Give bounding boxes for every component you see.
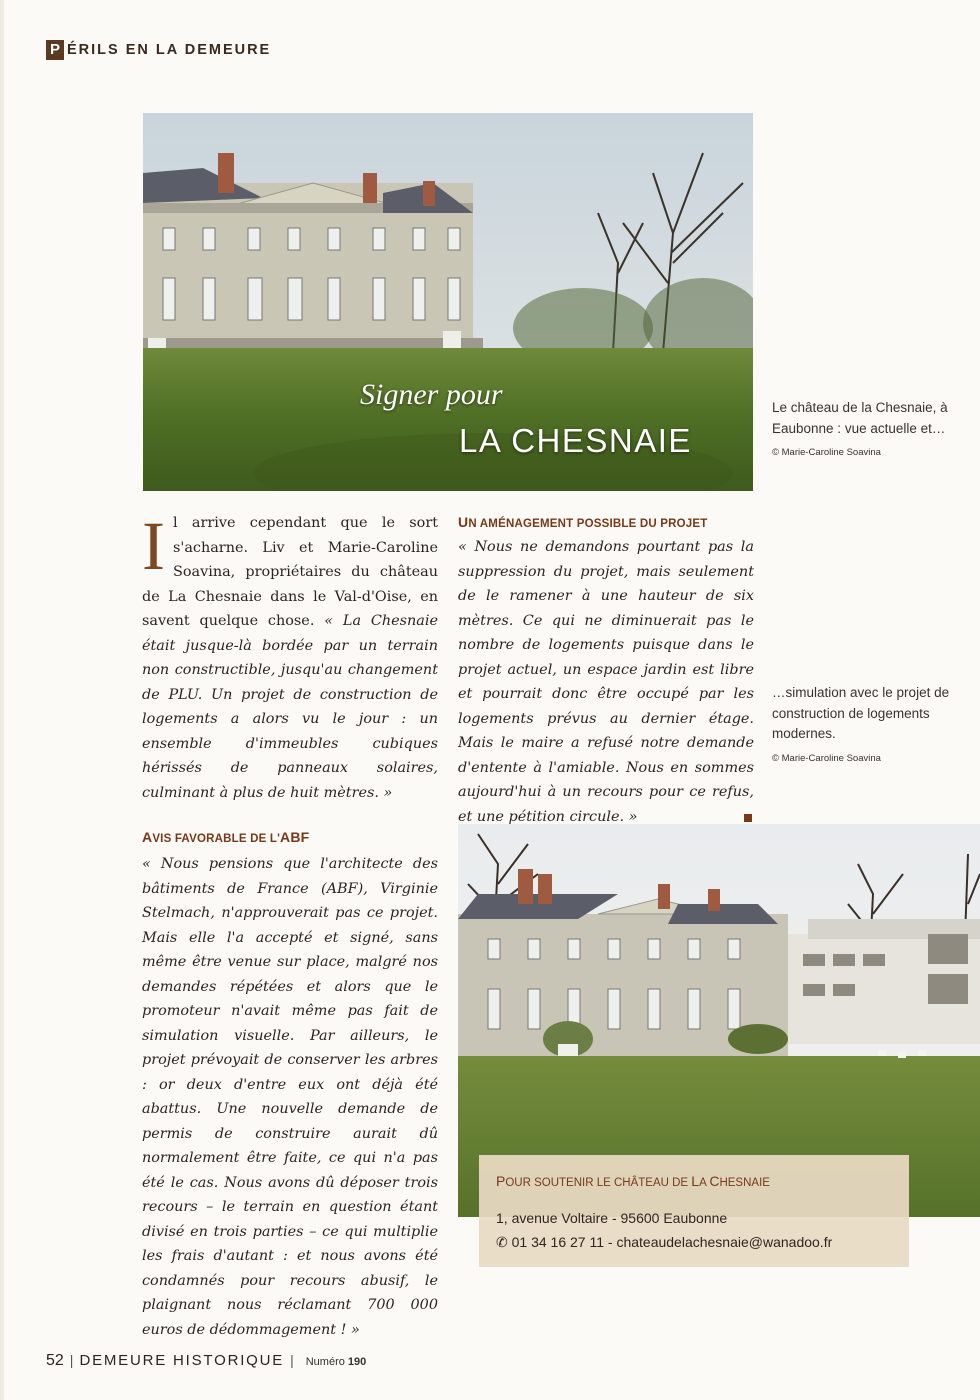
magazine-name: DEMEURE HISTORIQUE [79,1352,285,1369]
article-column-left [142,508,439,1342]
page-number: 52 [46,1352,64,1369]
support-box-heading: POUR SOUTENIR LE CHÂTEAU DE LA CHESNAIE [496,1173,770,1189]
caption-middle-credit: © Marie-Caroline Soavina [772,752,881,764]
support-info-box [479,1155,909,1267]
quote-3: « Nous ne demandons pourtant pas la suppression du projet, mais seulement de le ramener à une hauteur de six mètres. Ce qui ne diminuerait pas le nombre de logements puisque dans le projet actuel, un espace jardin est libre et pourrait donc être occupé par les logements prévus au dernier étage. Mais le maire a refusé notre demande d'entente à l'amiable. Nous en sommes aujourd'hui à un recours pour ce refus, et une pétition circule. » [458,539,754,825]
footer-divider: | [69,1352,74,1368]
rubric-initial: P [46,40,64,60]
subhead-abf: AVIS FAVORABLE DE L'ABF [142,829,310,845]
footer-divider-2: | [290,1352,294,1368]
issue-number: 190 [347,1356,367,1368]
rubric-label: ÉRILS EN LA DEMEURE [67,42,272,58]
issue-label: Numéro 190 [305,1356,367,1368]
quote-1: « La Chesnaie était jusque-là bordée par un terrain non constructible, jusqu'au changement de PLU. Un projet de construction de logements a alors vu le jour : un ensemble d'immeubles cubiques hérissés de panneaux solaires, culminant à plus de huit mètres. » [142,613,439,801]
quote-2: « Nous pensions que l'architecte des bâtiments de France (ABF), Virginie Stelmach, n'approuverait pas ce projet. Mais elle l'a accepté et signé, sans même être venue sur place, malgré nos demandes répétées et alors que le promoteur n'avait même pas fait de simulation visuelle. Par ailleurs, le projet prévoyait de conserver les arbres : or deux d'entre eux ont déjà été abattus. Une nouvelle demande de permis de construire aurait dû normalement être faite, ce qui n'a pas été le cas. Nous avons dû déposer trois recours – le terrain en question étant divisé en trois parties – ce qui multiplie les frais d'autant : et nous avons été condamnés pour recours abusif, le plaignant nous réclamant 700 000 euros de dédommagement ! » [142,856,438,1338]
section-rubric [46,38,271,62]
article-column-right [458,511,754,829]
caption-top-credit: © Marie-Caroline Soavina [772,447,881,458]
subhead-amenagement: UN AMÉNAGEMENT POSSIBLE DU PROJET [458,514,708,530]
page-edge [0,0,4,1400]
end-of-article-mark [744,814,752,822]
support-address: 1, avenue Voltaire - 95600 Eaubonne [496,1210,728,1226]
caption-middle-text: …simulation avec le projet de construction de logements modernes. [772,685,950,741]
article-intro: l arrive cependant que le sort s'acharne. Liv et Marie-Caroline Soavina, propriétaires du château de La Chesnaie dans le Val-d'Oise, en savent quelque chose. [142,515,438,629]
caption-middle [772,683,972,769]
page-footer [46,1352,366,1370]
support-contact[interactable]: ✆ 01 34 16 27 11 - chateaudelachesnaie@wanadoo.fr [496,1234,833,1250]
article-title-line2: LA CHESNAIE [459,422,692,459]
caption-top [772,398,972,464]
article-title-line1: Signer pour [360,378,503,411]
dropcap: I [142,508,165,584]
caption-top-text: Le château de la Chesnaie, à Eaubonne : vue actuelle et… [772,400,948,436]
